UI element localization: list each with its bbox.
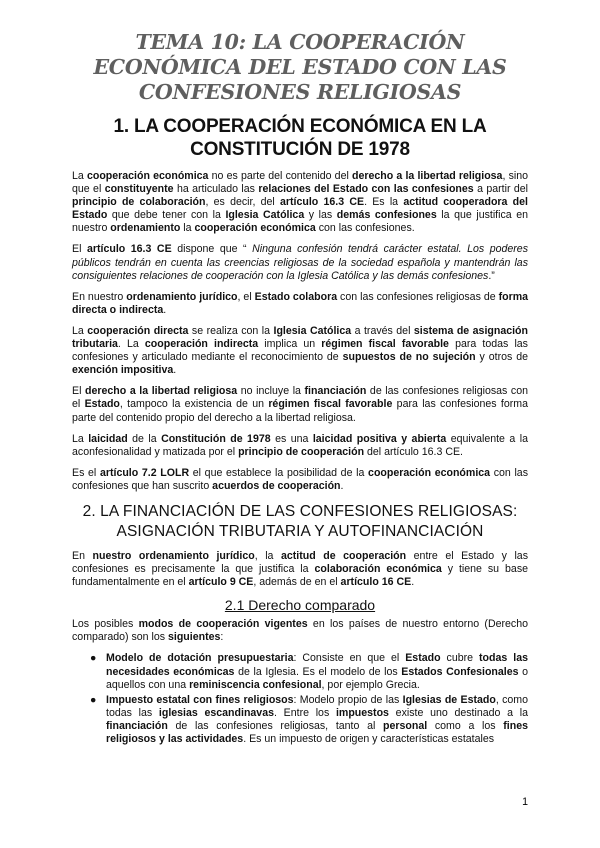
text-run: En nuestro bbox=[72, 290, 127, 303]
text-run: ha articulado las bbox=[173, 183, 259, 196]
text-run: y las bbox=[304, 209, 337, 222]
text-run: El bbox=[72, 243, 87, 256]
text-run: . bbox=[163, 303, 167, 316]
bullet-icon: ● bbox=[90, 693, 97, 706]
paragraph bbox=[72, 618, 528, 644]
bold-text: ordenamiento bbox=[110, 222, 181, 235]
text-run: entre el Estado y las confesiones es precisamente la que justifica la bbox=[72, 549, 528, 576]
text-run: equivalente a la aconfesionalidad y matizada por el bbox=[72, 432, 528, 458]
bold-text: exención impositiva bbox=[72, 364, 174, 377]
section-1-heading: 1. LA COOPERACIÓN ECONÓMICA EN LA CONSTITUCIÓN DE 1978 bbox=[113, 116, 487, 160]
text-run: La bbox=[72, 324, 88, 337]
bold-text: Impuesto estatal con fines religiosos bbox=[106, 693, 294, 706]
list-item bbox=[90, 693, 528, 746]
bold-text: Modelo de dotación presupuestaria bbox=[106, 652, 294, 665]
bold-text: reminiscencia confesional bbox=[189, 678, 322, 691]
text-run: del artículo 16.3 CE. bbox=[364, 445, 463, 458]
bold-text: modos de cooperación vigentes bbox=[138, 618, 308, 631]
text-run: La bbox=[72, 432, 89, 445]
text-run: : Modelo propio de las bbox=[293, 693, 403, 706]
text-run: para todas las confesiones y articulado mediante el reconocimiento de bbox=[72, 338, 528, 364]
bold-text: siguientes bbox=[167, 631, 221, 644]
text-run: , es decir, del bbox=[205, 196, 280, 209]
text-run: La bbox=[72, 170, 87, 182]
bold-text: demás confesiones bbox=[336, 209, 437, 222]
text-run: En bbox=[72, 549, 93, 562]
bold-text: laicidad positiva y abierta bbox=[312, 432, 447, 445]
text-run: con las confesiones religiosas de bbox=[337, 290, 499, 303]
bold-text: principio de colaboración bbox=[72, 196, 206, 209]
bold-text: artículo 16.3 CE bbox=[280, 196, 365, 209]
bold-text: laicidad bbox=[88, 432, 128, 445]
bold-text: cooperación directa bbox=[87, 324, 189, 337]
paragraph bbox=[72, 291, 528, 317]
text-run: para las confesiones forma parte del contenido propio del derecho a la libertad religiosa. bbox=[72, 398, 528, 424]
bold-text: constituyente bbox=[104, 183, 174, 196]
topic-title: TEMA 10: LA COOPERACIÓN ECONÓMICA DEL ESTADO CON LAS CONFESIONES RELIGIOSAS bbox=[93, 30, 507, 104]
list-item bbox=[90, 652, 529, 691]
text-run: , como todas las bbox=[106, 693, 528, 719]
paragraph bbox=[72, 467, 528, 493]
text-run: , además de en el bbox=[253, 576, 341, 589]
bold-text: Estados Confesionales bbox=[401, 665, 519, 678]
bold-text: iglesias escandinavas bbox=[158, 706, 274, 719]
text-run: de la Iglesia. Es el modelo de los bbox=[234, 665, 402, 678]
text-run: no incluye la bbox=[237, 385, 305, 398]
bold-text: Iglesia Católica bbox=[273, 324, 352, 337]
section-2-heading bbox=[72, 502, 528, 542]
list-item-text bbox=[106, 694, 528, 745]
bold-text: forma directa o indirecta bbox=[72, 290, 529, 316]
text-run: no es parte del contenido del bbox=[208, 170, 352, 182]
italic-text: Ninguna confesión tendrá carácter estatal. Los poderes públicos tendrán en cuenta las creencias religiosas de la sociedad española y mantendrán las consiguientes relaciones de cooperación con la Iglesia Católica y las demás confesiones bbox=[72, 243, 528, 282]
text-run: a través del bbox=[351, 324, 414, 337]
text-run: a partir del bbox=[473, 183, 528, 196]
text-run: existe uno destinado a la bbox=[388, 706, 528, 719]
bold-text: colaboración económica bbox=[314, 563, 442, 576]
page-number: 1 bbox=[522, 796, 528, 808]
bold-text: Constitución de 1978 bbox=[161, 432, 271, 445]
text-run: o aquellos con una bbox=[106, 665, 529, 691]
bold-text: financiación bbox=[106, 719, 168, 732]
bold-text: régimen fiscal favorable bbox=[321, 338, 449, 351]
text-run: . bbox=[340, 479, 344, 492]
text-run: y tiene su base fundamentalmente en el bbox=[72, 563, 529, 589]
text-run: , el bbox=[237, 290, 255, 303]
bold-text: Iglesia Católica bbox=[225, 209, 305, 222]
text-run: . Es la bbox=[364, 196, 404, 209]
subsection-heading: 2.1 Derecho comparado bbox=[224, 597, 376, 614]
text-run: con las confesiones que han suscrito bbox=[72, 466, 528, 492]
paragraph bbox=[72, 550, 528, 589]
bold-text: nuestro ordenamiento jurídico bbox=[92, 549, 255, 562]
text-run: .” bbox=[488, 269, 495, 282]
bold-text: impuestos bbox=[335, 706, 389, 719]
bold-text: cooperación económica bbox=[86, 170, 209, 182]
text-run: : Consiste en que el bbox=[293, 652, 406, 665]
text-run: en los países de nuestro entorno (Derecho comparado) son los bbox=[72, 618, 528, 644]
bullet-icon: ● bbox=[90, 652, 97, 665]
bold-text: cooperación indirecta bbox=[144, 338, 259, 351]
bold-text: régimen fiscal favorable bbox=[268, 398, 393, 411]
text-run: la que justifica en nuestro bbox=[72, 209, 529, 235]
bold-text: artículo 16.3 CE bbox=[86, 243, 172, 256]
text-run: . bbox=[173, 364, 177, 377]
text-run: de las confesiones religiosas, tanto al bbox=[167, 719, 383, 732]
list-item-text bbox=[106, 652, 528, 690]
text-run: , sino que el bbox=[72, 170, 528, 196]
bold-text: cooperación económica bbox=[194, 222, 316, 235]
bold-text: personal bbox=[383, 719, 428, 732]
text-run: con las confesiones. bbox=[315, 222, 415, 235]
bold-text: artículo 7.2 LOLR bbox=[99, 466, 190, 479]
text-run: como a los bbox=[427, 719, 504, 732]
text-run: el que establece la posibilidad de la bbox=[189, 466, 369, 479]
text-run: , la bbox=[254, 549, 281, 562]
paragraph bbox=[72, 433, 528, 459]
bold-text: financiación bbox=[304, 385, 367, 398]
bold-text: relaciones del Estado con las confesiones bbox=[258, 183, 474, 196]
text-run: es una bbox=[270, 432, 313, 445]
text-run: que debe tener con la bbox=[107, 209, 226, 222]
text-run: . bbox=[411, 576, 415, 589]
section-2-heading-line-1: 2. LA FINANCIACIÓN DE LAS CONFESIONES RELIGIOSAS: bbox=[82, 502, 518, 520]
text-run: . Es un impuesto de origen y características estatales bbox=[243, 733, 495, 745]
bullet-list bbox=[72, 652, 528, 746]
bold-text: acuerdos de cooperación bbox=[212, 479, 341, 492]
text-run: Es el bbox=[72, 466, 100, 479]
bold-text: actitud cooperadora del Estado bbox=[72, 196, 528, 222]
text-run: dispone que “ bbox=[171, 243, 253, 256]
bold-text: actitud de cooperación bbox=[280, 549, 407, 562]
text-run: El bbox=[72, 385, 86, 398]
bold-text: cooperación económica bbox=[368, 466, 491, 479]
section-2-heading-line-2: ASIGNACIÓN TRIBUTARIA Y AUTOFINANCIACIÓN bbox=[116, 522, 484, 540]
text-run: Los posibles bbox=[72, 618, 139, 631]
text-run: , por ejemplo Grecia. bbox=[321, 678, 420, 691]
text-run: : bbox=[220, 631, 224, 644]
bold-text: Estado bbox=[84, 398, 120, 411]
bold-text: derecho a la libertad religiosa bbox=[352, 170, 503, 182]
bold-text: sistema de asignación tributaria bbox=[72, 324, 528, 351]
bold-text: artículo 9 CE bbox=[188, 576, 254, 589]
text-run: la bbox=[180, 222, 195, 235]
text-run: implica un bbox=[258, 338, 322, 351]
bold-text: Estado colabora bbox=[254, 290, 338, 303]
bold-text: artículo 16 CE bbox=[340, 576, 412, 589]
text-run: . La bbox=[117, 338, 145, 351]
bold-text: ordenamiento jurídico bbox=[126, 290, 238, 303]
text-run: , tampoco la existencia de un bbox=[119, 398, 269, 411]
bold-text: todas las necesidades económicas bbox=[106, 652, 528, 678]
quote-paragraph bbox=[72, 243, 528, 282]
bold-text: Iglesias de Estado bbox=[402, 693, 496, 706]
bold-text: supuestos de no sujeción bbox=[342, 351, 476, 364]
bold-text: principio de cooperación bbox=[238, 445, 365, 458]
text-run: se realiza con la bbox=[188, 324, 274, 337]
paragraph bbox=[72, 325, 528, 377]
paragraph bbox=[72, 385, 528, 424]
paragraph bbox=[72, 170, 528, 235]
bold-text: fines religiosos y las actividades bbox=[106, 719, 528, 745]
text-run: . Entre los bbox=[274, 706, 336, 719]
text-run: cubre bbox=[440, 652, 480, 665]
text-run: de las confesiones religiosas con el bbox=[72, 385, 528, 411]
text-run: y otros de bbox=[475, 351, 528, 364]
bold-text: Estado bbox=[405, 652, 441, 665]
bold-text: derecho a la libertad religiosa bbox=[85, 385, 238, 398]
text-run: de la bbox=[127, 432, 162, 445]
